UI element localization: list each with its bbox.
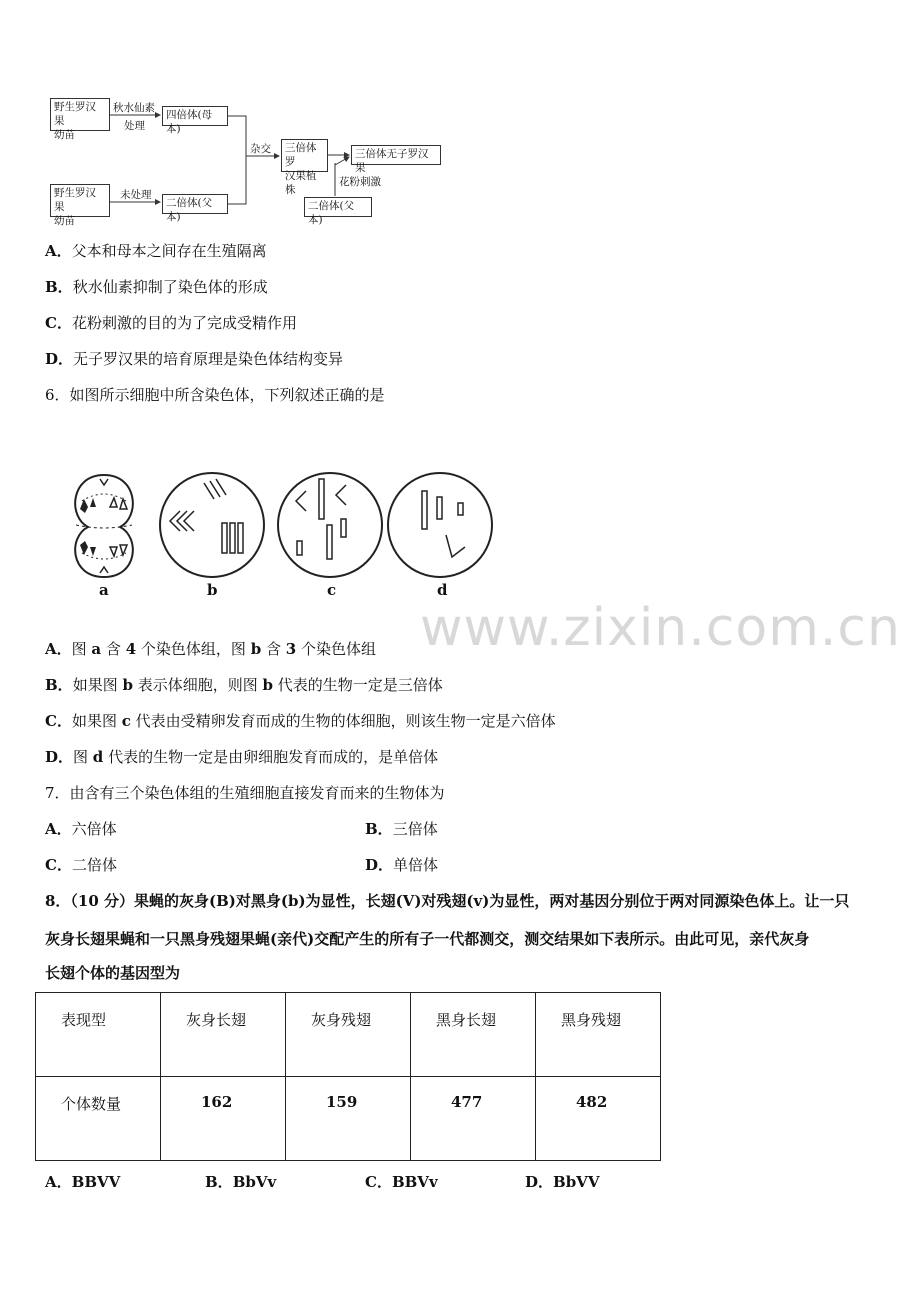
cell-d-chromosomes xyxy=(422,491,465,557)
table-header-cell: 黑身残翅 xyxy=(536,993,661,1077)
colchicine-label: 秋水仙素 xyxy=(113,102,155,114)
q8-option-b: B．BbVv xyxy=(205,1173,277,1191)
q6-option-c: C．如果图 c 代表由受精卵发育而成的生物的体细胞，则该生物一定是六倍体 xyxy=(45,712,556,730)
cell-a xyxy=(75,475,133,577)
table-cell: 159 xyxy=(286,1077,411,1161)
cell-b-chromosomes xyxy=(170,479,243,553)
q5-option-d: D．无子罗汉果的培育原理是染色体结构变异 xyxy=(45,350,344,368)
q8-stem-line3: 长翅个体的基因型为 xyxy=(45,964,181,982)
table-header-cell: 表现型 xyxy=(36,993,161,1077)
q7-option-c: C．二倍体 xyxy=(45,856,117,874)
q7-option-b: B．三倍体 xyxy=(365,820,438,838)
cell-b xyxy=(160,473,264,577)
watermark: www.zixin.com.cn xyxy=(420,598,901,658)
q8-option-d: D．BbVV xyxy=(525,1173,600,1191)
q7-stem: 7．由含有三个染色体组的生殖细胞直接发育而来的生物体为 xyxy=(45,784,445,802)
table-header-row xyxy=(36,993,661,1077)
seedless-fruit-box: 三倍体无子罗汉果 xyxy=(351,145,441,165)
q5-option-a: A．父本和母本之间存在生殖隔离 xyxy=(45,242,267,260)
process-label: 处理 xyxy=(124,120,145,132)
diploid-father-box: 二倍体(父本) xyxy=(162,194,228,214)
triploid-plant-box: 三倍体罗 汉果植株 xyxy=(281,139,328,172)
testcross-results-table xyxy=(35,992,661,1161)
table-header-cell: 灰身长翅 xyxy=(161,993,286,1077)
untreated-label: 未处理 xyxy=(120,189,152,201)
table-header-cell: 黑身长翅 xyxy=(411,993,536,1077)
table-cell: 477 xyxy=(411,1077,536,1161)
table-row xyxy=(36,1077,661,1161)
q8-stem-line1: 8．（10 分）果蝇的灰身(B)对黑身(b)为显性，长翅(V)对残翅(v)为显性，两对基因分别位于两对同源染色体上。让一只 xyxy=(45,892,850,910)
tetraploid-mother-box: 四倍体(母本) xyxy=(162,106,228,126)
q7-option-d: D．单倍体 xyxy=(365,856,439,874)
q6-option-a: A．图 a 含 4 个染色体组，图 b 含 3 个染色体组 xyxy=(45,640,376,658)
q5-option-c: C．花粉刺激的目的为了完成受精作用 xyxy=(45,314,297,332)
table-cell: 162 xyxy=(161,1077,286,1161)
q6-option-d: D．图 d 代表的生物一定是由卵细胞发育而成的，是单倍体 xyxy=(45,748,439,766)
q8-option-c: C．BBVv xyxy=(365,1173,438,1191)
arrow-pollen-head xyxy=(335,157,349,165)
q5-option-b: B．秋水仙素抑制了染色体的形成 xyxy=(45,278,268,296)
wild-seedling-box-bottom: 野生罗汉果 幼苗 xyxy=(50,184,110,217)
chromosome-cells-figure xyxy=(60,465,500,605)
table-cell: 482 xyxy=(536,1077,661,1161)
q6-option-b: B．如果图 b 表示体细胞，则图 b 代表的生物一定是三倍体 xyxy=(45,676,443,694)
q8-stem-line2: 灰身长翅果蝇和一只黑身残翅果蝇(亲代)交配产生的所有子一代都测交，测交结果如下表所示。由此可见，亲代灰身 xyxy=(45,930,810,948)
cell-c-chromosomes xyxy=(296,479,346,559)
pollen-stimulus-label: 花粉刺激 xyxy=(339,176,381,188)
flowchart-arrows xyxy=(0,0,460,230)
cell-label-c: c xyxy=(327,581,337,599)
q7-option-a: A．六倍体 xyxy=(45,820,117,838)
diploid-father-box-2: 二倍体(父本) xyxy=(304,197,372,217)
cell-d xyxy=(388,473,492,577)
cell-label-a: a xyxy=(99,581,109,599)
q8-option-a: A．BBVV xyxy=(45,1173,121,1191)
q6-stem: 6．如图所示细胞中所含染色体，下列叙述正确的是 xyxy=(45,386,385,404)
wild-seedling-box-top: 野生罗汉果 幼苗 xyxy=(50,98,110,131)
table-header-cell: 灰身残翅 xyxy=(286,993,411,1077)
connector-cross xyxy=(228,116,246,204)
cross-label: 杂交 xyxy=(250,143,271,155)
cell-label-d: d xyxy=(437,581,448,599)
table-row-label: 个体数量 xyxy=(36,1077,161,1161)
cell-label-b: b xyxy=(207,581,218,599)
